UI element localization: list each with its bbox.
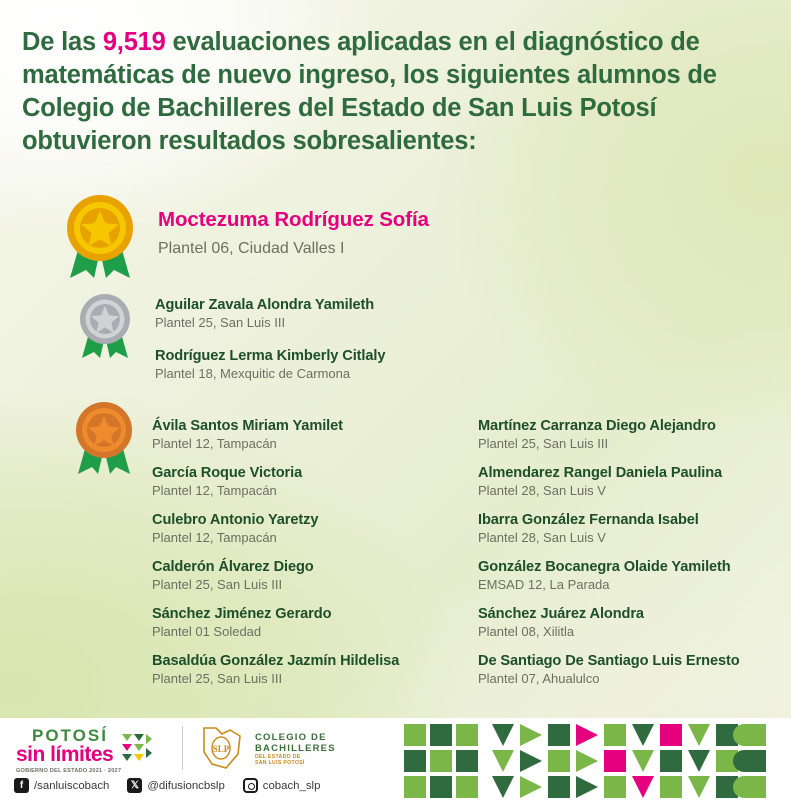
list-item: [478, 465, 722, 498]
list-item: [478, 606, 644, 639]
list-item: [478, 559, 731, 592]
winner-name: Ávila Santos Miriam Yamilet: [152, 418, 343, 434]
potosi-wordmark-line2: sin límites: [16, 743, 114, 766]
winner-name: González Bocanegra Olaide Yamileth: [478, 559, 731, 575]
list-item: [152, 606, 331, 639]
cobach-line2: BACHILLERES: [255, 742, 336, 754]
list-item: [152, 465, 302, 498]
cobach-line3: DEL ESTADO DE: [255, 754, 301, 761]
winner-school: Plantel 25, San Luis III: [152, 671, 283, 686]
winner-school: EMSAD 12, La Parada: [478, 577, 610, 592]
cobach-line4: SAN LUIS POTOSÍ: [255, 760, 305, 767]
list-item: [152, 559, 314, 592]
winner-school: Plantel 25, San Luis III: [155, 315, 286, 330]
winner-school: Plantel 01 Soledad: [152, 624, 262, 639]
bronze-medal-icon: [69, 398, 139, 478]
list-item: [152, 512, 318, 545]
page-title: [22, 26, 774, 159]
potosi-emblem-icon: [118, 728, 154, 773]
winner-school: Plantel 07, Ahualulco: [478, 671, 600, 686]
winner-name: De Santiago De Santiago Luis Ernesto: [478, 653, 740, 669]
silver-medal-icon: [74, 290, 136, 362]
instagram-handle: cobach_slp: [262, 779, 321, 792]
winner-name: Calderón Álvarez Diego: [152, 559, 314, 575]
social-links: [14, 778, 320, 793]
x-twitter-icon[interactable]: 𝕏: [127, 778, 142, 793]
winner-school: Plantel 12, Tampacán: [152, 530, 277, 545]
potosi-wordmark-line3: GOBIERNO DEL ESTADO 2021 · 2027: [16, 768, 122, 774]
winner-name: Ibarra González Fernanda Isabel: [478, 512, 699, 528]
instagram-link[interactable]: [243, 778, 321, 793]
winner-name: Basaldúa González Jazmín Hildelisa: [152, 653, 400, 669]
footer: [0, 718, 791, 800]
winner-school: Plantel 25, San Luis III: [152, 577, 283, 592]
gold-winner-name: Moctezuma Rodríguez Sofía: [158, 208, 429, 231]
winner-school: Plantel 12, Tampacán: [152, 483, 277, 498]
winner-school: Plantel 08, Xilitla: [478, 624, 575, 639]
facebook-handle: /sanluiscobach: [34, 779, 110, 792]
evaluation-count: 9,519: [102, 28, 166, 56]
gold-medal-icon: [60, 190, 140, 282]
winner-school: Plantel 12, Tampacán: [152, 436, 277, 451]
logo-potosi-sin-limites: [16, 726, 206, 774]
winner-name: Sánchez Jiménez Gerardo: [152, 606, 332, 622]
cobach-line1: COLEGIO DE: [255, 731, 327, 743]
logo-cobach: [196, 724, 336, 774]
list-item: [478, 512, 699, 545]
winner-school: Plantel 25, San Luis III: [478, 436, 609, 451]
winner-name: Aguilar Zavala Alondra Yamileth: [155, 297, 375, 313]
winner-name: García Roque Victoria: [152, 465, 303, 481]
winner-school: Plantel 28, San Luis V: [478, 483, 606, 498]
svg-text:SLP: SLP: [212, 744, 230, 754]
winner-name: Rodríguez Lerma Kimberly Citlaly: [155, 348, 386, 364]
headline-part2: evaluaciones aplicadas en el diagnóstico de matemáticas de nuevo ingreso, los siguientes alumnos de Colegio de Bachilleres del Estado de San Luis Potosí obtuvieron resultados sobresalientes:: [22, 28, 717, 156]
potosi-wordmark-line1: POTOSÍ: [32, 726, 108, 745]
list-item: [152, 653, 399, 686]
winner-name: Culebro Antonio Yaretzy: [152, 512, 319, 528]
list-item: [478, 653, 740, 686]
x-twitter-handle: @difusioncbslp: [147, 779, 225, 792]
winner-name: Almendarez Rangel Daniela Paulina: [478, 465, 723, 481]
facebook-icon[interactable]: f: [14, 778, 29, 793]
winner-school: Plantel 18, Mexquitic de Carmona: [155, 366, 351, 381]
instagram-icon[interactable]: [243, 778, 258, 793]
decorative-pattern: [396, 718, 791, 800]
list-item: [478, 418, 716, 451]
winner-name: Martínez Carranza Diego Alejandro: [478, 418, 716, 434]
list-item: [155, 348, 385, 381]
headline-part1: De las: [22, 28, 103, 56]
gold-winner-school: Plantel 06, Ciudad Valles I: [158, 240, 345, 257]
winner-school: Plantel 28, San Luis V: [478, 530, 606, 545]
list-item: [152, 418, 343, 451]
list-item: [155, 297, 374, 330]
x-twitter-link[interactable]: [127, 778, 224, 793]
winner-name: Sánchez Juárez Alondra: [478, 606, 644, 622]
facebook-link[interactable]: [14, 778, 109, 793]
divider: [182, 726, 183, 770]
slp-shield-icon: [196, 724, 248, 774]
